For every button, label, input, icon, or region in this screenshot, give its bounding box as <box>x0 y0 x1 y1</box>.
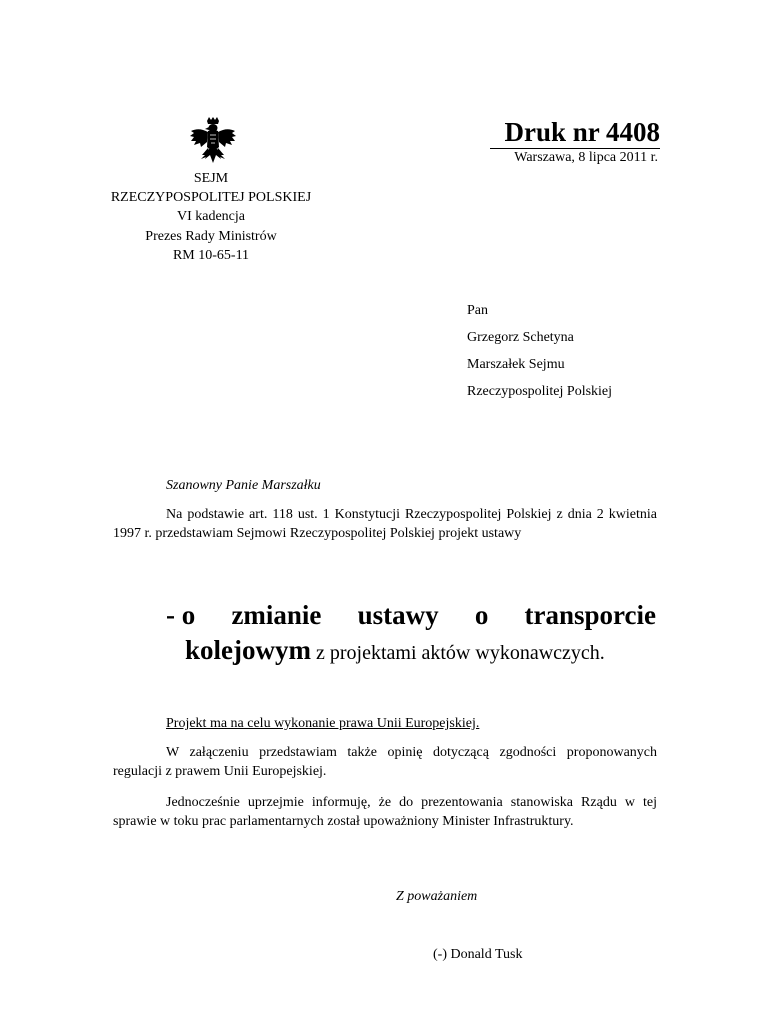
bill-title-word: transporcie <box>524 600 656 630</box>
attachment-text: W załączeniu przedstawiam także opinię dotyczącą zgodności proponowanych regulacji z prawem Unii Europejskiej. <box>113 745 657 779</box>
recipient-block <box>467 297 612 405</box>
letter-greeting: Szanowny Panie Marszałku <box>166 478 321 493</box>
recipient-institution: Rzeczypospolitej Polskiej <box>467 384 613 399</box>
letter-closing: Z poważaniem <box>396 889 478 904</box>
document-number-underline <box>490 148 660 149</box>
recipient-salutation: Pan <box>467 303 488 318</box>
place-date: Warszawa, 8 lipca 2011 r. <box>514 150 658 165</box>
authorization-paragraph <box>113 793 657 831</box>
signature: (-) Donald Tusk <box>433 947 523 962</box>
parliament-term: VI kadencja <box>176 209 246 225</box>
bill-title-word: - o <box>166 600 196 630</box>
bill-title-word: ustawy <box>357 600 439 630</box>
recipient-title: Marszałek Sejmu <box>467 357 565 372</box>
bill-title-word: o <box>474 600 489 630</box>
legal-basis-paragraph <box>113 505 657 543</box>
institution-line1: SEJM <box>193 171 229 186</box>
sender-block <box>80 169 342 265</box>
polish-eagle-emblem <box>189 117 237 167</box>
document-number: Druk nr 4408 <box>504 117 660 147</box>
authorization-text: Jednocześnie uprzejmie informuję, że do prezentowania stanowiska Rządu w tej sprawie w toku prac parlamentarnych został upoważniony Minister Infrastruktury. <box>113 795 657 829</box>
bill-title-line1 <box>166 598 656 632</box>
bill-title-continuation: kolejowym <box>185 635 311 665</box>
bill-title-rest: z projektami aktów wykonawczych. <box>310 642 605 664</box>
bill-title-word: zmianie <box>231 600 322 630</box>
attachment-paragraph <box>113 743 657 781</box>
legal-basis-text: Na podstawie art. 118 ust. 1 Konstytucji Rzeczypospolitej Polskiej z dnia 2 kwietnia 1997 r. przedstawiam Sejmowi Rzeczypospolitej Polskiej projekt ustawy <box>113 507 657 541</box>
bill-title-line2 <box>185 632 605 671</box>
reference-number: RM 10-65-11 <box>172 247 250 263</box>
bill-aim: Projekt ma na celu wykonanie prawa Unii Europejskiej. <box>166 716 480 731</box>
institution-line2: RZECZYPOSPOLITEJ POLSKIEJ <box>110 190 312 206</box>
recipient-name: Grzegorz Schetyna <box>467 330 574 345</box>
sender-office: Prezes Rady Ministrów <box>145 228 277 244</box>
